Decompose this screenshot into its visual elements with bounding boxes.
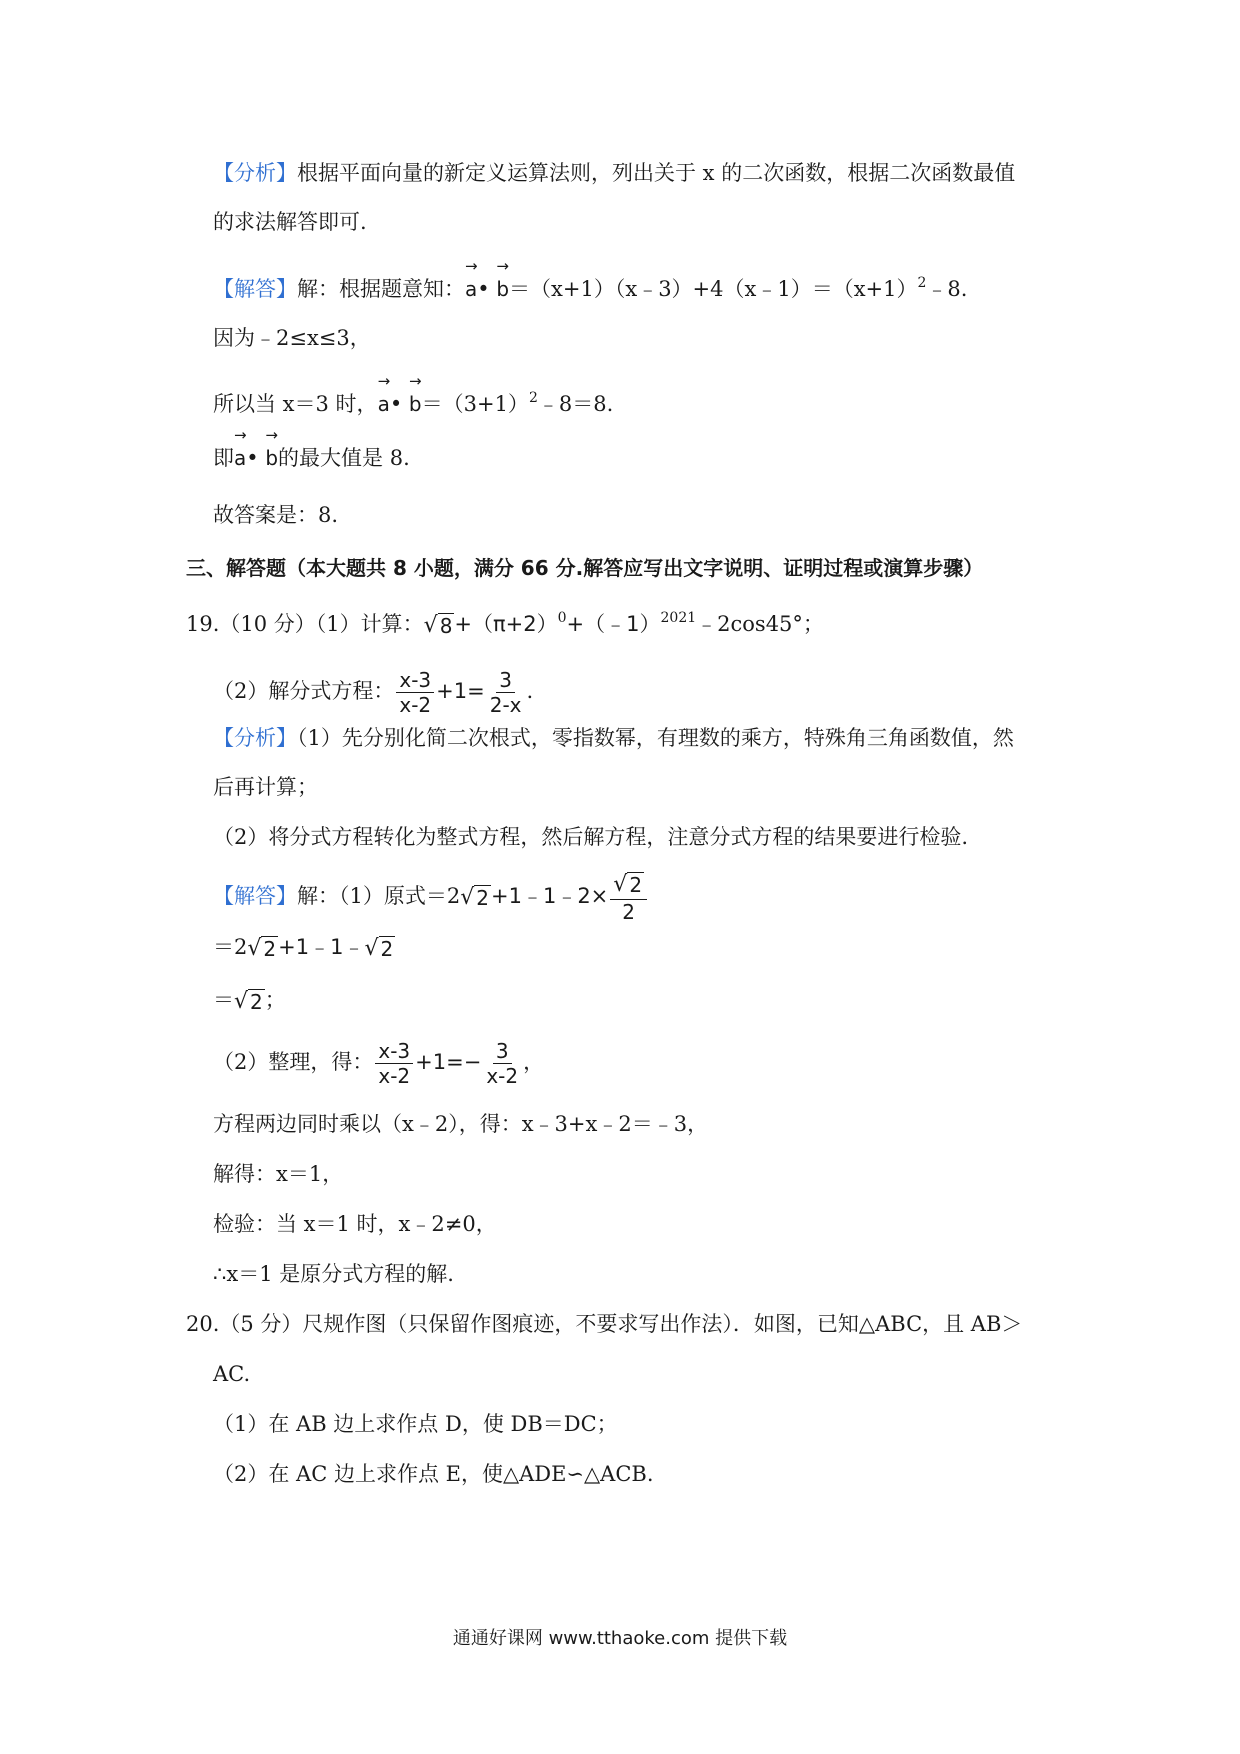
- q19-analysis-line-3: （2）将分式方程转化为整式方程，然后解方程，注意分式方程的结果要进行检验.: [213, 825, 969, 849]
- so-line: [213, 372, 614, 419]
- vector-a: → a: [234, 426, 247, 470]
- comma: ，: [523, 1050, 545, 1074]
- because-line: 因为﹣2≤x≤3，: [213, 326, 371, 350]
- fraction-3-over-x2: $\frac{3}{x-2}$: [486, 1039, 519, 1088]
- max-line: [213, 426, 410, 473]
- neg-one-term: +（﹣1）: [566, 612, 661, 636]
- analysis-tag: 【分析】: [213, 726, 297, 750]
- q19-conclude: ∴x＝1 是原分式方程的解.: [213, 1262, 454, 1286]
- fraction-sqrt2-over-2: √ 2 2: [610, 872, 647, 923]
- q19-check: 检验：当 x＝1 时，x﹣2≠0，: [213, 1212, 497, 1236]
- solution-line-1: [213, 257, 968, 304]
- vector-b: → b: [408, 372, 422, 416]
- vector-a: → a: [465, 257, 478, 301]
- exponent: 2: [917, 275, 927, 291]
- sqrt-2: √ 2: [234, 988, 263, 1014]
- solution-text: 解：根据题意知：: [297, 277, 465, 301]
- analysis-line-2: 的求法解答即可.: [213, 210, 367, 234]
- part2-head: （2）整理，得：: [213, 1050, 374, 1074]
- dot-product-symbol: •: [246, 446, 259, 470]
- so-value: ＝（3+1）: [421, 392, 529, 416]
- so-text: 所以当 x＝3 时，: [213, 392, 378, 416]
- q19-analysis-line-1: [213, 723, 1014, 753]
- q19-head: 19.（10 分）（1）计算：: [186, 612, 424, 636]
- vector-a: → a: [377, 372, 391, 416]
- exponent-0: 0: [557, 610, 567, 626]
- period: .: [526, 679, 534, 703]
- vector-b: → b: [496, 257, 510, 301]
- semicolon: ；: [264, 988, 286, 1012]
- solution-middle: +1﹣1﹣2×: [491, 884, 609, 908]
- exponent: 2: [528, 390, 538, 406]
- sqrt-2: √ 2: [364, 935, 394, 961]
- analysis-text: （1）先分别化简二次根式，零指数幂，有理数的乘方，特殊角三角函数值，然: [297, 726, 1014, 750]
- q20-line-1: 20.（5 分）尺规作图（只保留作图痕迹，不要求写出作法）．如图，已知△ABC，且 AB＞: [186, 1312, 1023, 1336]
- q20-part-1: （1）在 AB 边上求作点 D，使 DB＝DC；: [213, 1412, 618, 1436]
- solution-text: 解：（1）原式＝2: [297, 884, 461, 908]
- step2-middle: +1﹣1﹣: [278, 935, 365, 959]
- q19-part2-solution: [213, 1034, 544, 1090]
- analysis-text: 根据平面向量的新定义运算法则，列出关于 x 的二次函数，根据二次函数最值: [297, 161, 1016, 185]
- q19-part2-head: （2）解分式方程：: [213, 679, 395, 703]
- step3-equals: ＝: [213, 988, 234, 1012]
- q19-solution-line-1: [213, 866, 649, 926]
- answer-line: 故答案是：8.: [213, 503, 339, 527]
- exponent-2021: 2021: [660, 610, 697, 626]
- plus-one-equals-neg: +1=−: [415, 1050, 482, 1074]
- footer-download-note: 通通好课网 www.tthaoke.com 提供下载: [452, 1628, 788, 1649]
- fraction-x3-over-x2: $\frac{x-3}{x-2}$: [396, 669, 434, 716]
- q19-step-3: [213, 985, 286, 1015]
- analysis-line-1: [213, 158, 1015, 188]
- plus-one-equals: +1=: [436, 679, 485, 703]
- q19-line-2: [213, 663, 533, 719]
- fraction-x3-over-x2: $\frac{x-3}{x-2}$: [375, 1040, 413, 1087]
- solution-tag: 【解答】: [213, 884, 297, 908]
- so-value-end: ﹣8＝8.: [537, 392, 614, 416]
- q19-line-1: [186, 603, 824, 639]
- pi-term: +（π+2）: [454, 612, 558, 636]
- section-3-heading: 三、解答题（本大题共 8 小题，满分 66 分.解答应写出文字说明、证明过程或演算步骤）: [186, 556, 984, 580]
- analysis-tag: 【分析】: [213, 161, 297, 185]
- dot-product-symbol: •: [477, 277, 490, 301]
- q20-part-2: （2）在 AC 边上求作点 E，使△ADE∽△ACB.: [213, 1462, 654, 1486]
- q19-analysis-line-2: 后再计算；: [213, 775, 318, 799]
- sqrt-2: √ 2: [460, 884, 489, 910]
- fraction-3-over-2x: $\frac{3}{2-x}$: [489, 668, 522, 717]
- dot-product-symbol: •: [389, 392, 403, 416]
- q19-multiply: 方程两边同时乘以（x﹣2），得：x﹣3+x﹣2＝﹣3，: [213, 1112, 709, 1136]
- q19-step-2: [213, 932, 395, 962]
- expansion: ＝（x+1）（x﹣3）+4（x﹣1）＝（x+1）: [509, 277, 918, 301]
- vector-b: → b: [265, 426, 279, 470]
- step2-start: ＝2: [213, 935, 248, 959]
- sqrt-8: √ 8: [423, 612, 453, 638]
- q19-solve: 解得：x＝1，: [213, 1162, 344, 1186]
- sqrt-2: √ 2: [247, 935, 277, 961]
- solution-tag: 【解答】: [213, 277, 297, 301]
- max-pre: 即: [213, 446, 234, 470]
- max-text: 的最大值是 8.: [278, 446, 410, 470]
- expansion-end: ﹣8.: [926, 277, 968, 301]
- cos-term: ﹣2cos45°；: [696, 612, 824, 636]
- q20-line-2: AC.: [213, 1362, 251, 1386]
